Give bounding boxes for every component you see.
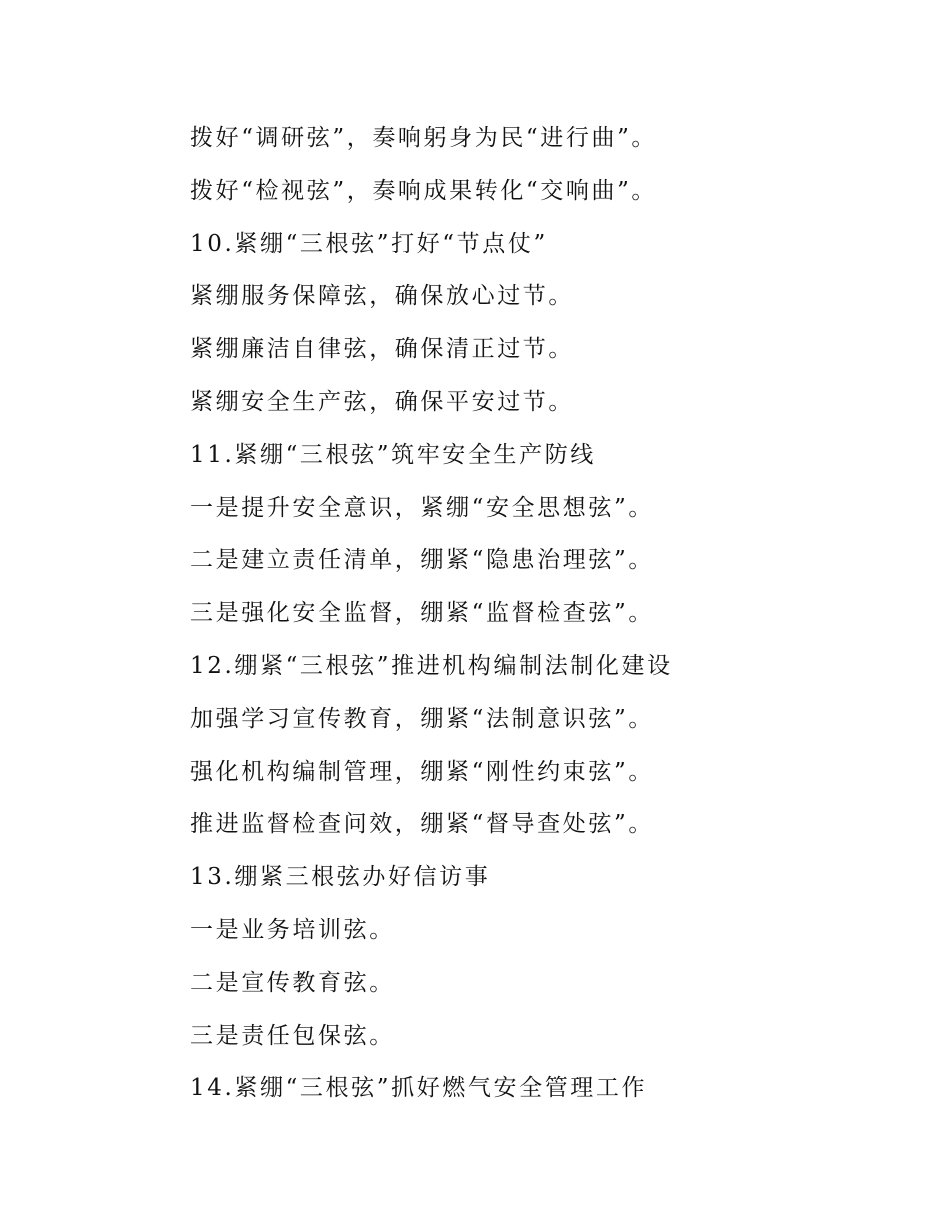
- text-line: 三是强化安全监督，绷紧“监督检查弦”。: [190, 600, 654, 627]
- text-line: 紧绷安全生产弦，确保平安过节。: [190, 388, 574, 415]
- text-line: 一是业务培训弦。: [190, 916, 395, 943]
- document-body: [190, 112, 890, 1115]
- text-line: 加强学习宣传教育，绷紧“法制意识弦”。: [190, 705, 654, 732]
- section-heading: 10.紧绷“三根弦”打好“节点仗”: [190, 230, 548, 257]
- section-heading: 13.绷紧三根弦办好信访事: [190, 864, 491, 891]
- text-line: 推进监督检查问效，绷紧“督导查处弦”。: [190, 811, 654, 838]
- text-line: 强化机构编制管理，绷紧“刚性约束弦”。: [190, 758, 654, 785]
- section-heading: 12.绷紧“三根弦”推进机构编制法制化建设: [190, 652, 673, 679]
- text-line: 三是责任包保弦。: [190, 1022, 395, 1049]
- text-line: 一是提升安全意识，紧绷“安全思想弦”。: [190, 494, 654, 521]
- text-line: 紧绷廉洁自律弦，确保清正过节。: [190, 336, 574, 363]
- text-line: 二是宣传教育弦。: [190, 969, 395, 996]
- text-line: 拨好“调研弦”，奏响躬身为民“进行曲”。: [190, 125, 658, 151]
- section-heading: 14.紧绷“三根弦”抓好燃气安全管理工作: [190, 1075, 648, 1102]
- text-line: 二是建立责任清单，绷紧“隐患治理弦”。: [190, 547, 654, 574]
- section-heading: 11.紧绷“三根弦”筑牢安全生产防线: [190, 441, 596, 468]
- text-line: 紧绷服务保障弦，确保放心过节。: [190, 283, 574, 310]
- text-line: 拨好“检视弦”，奏响成果转化“交响曲”。: [190, 177, 658, 204]
